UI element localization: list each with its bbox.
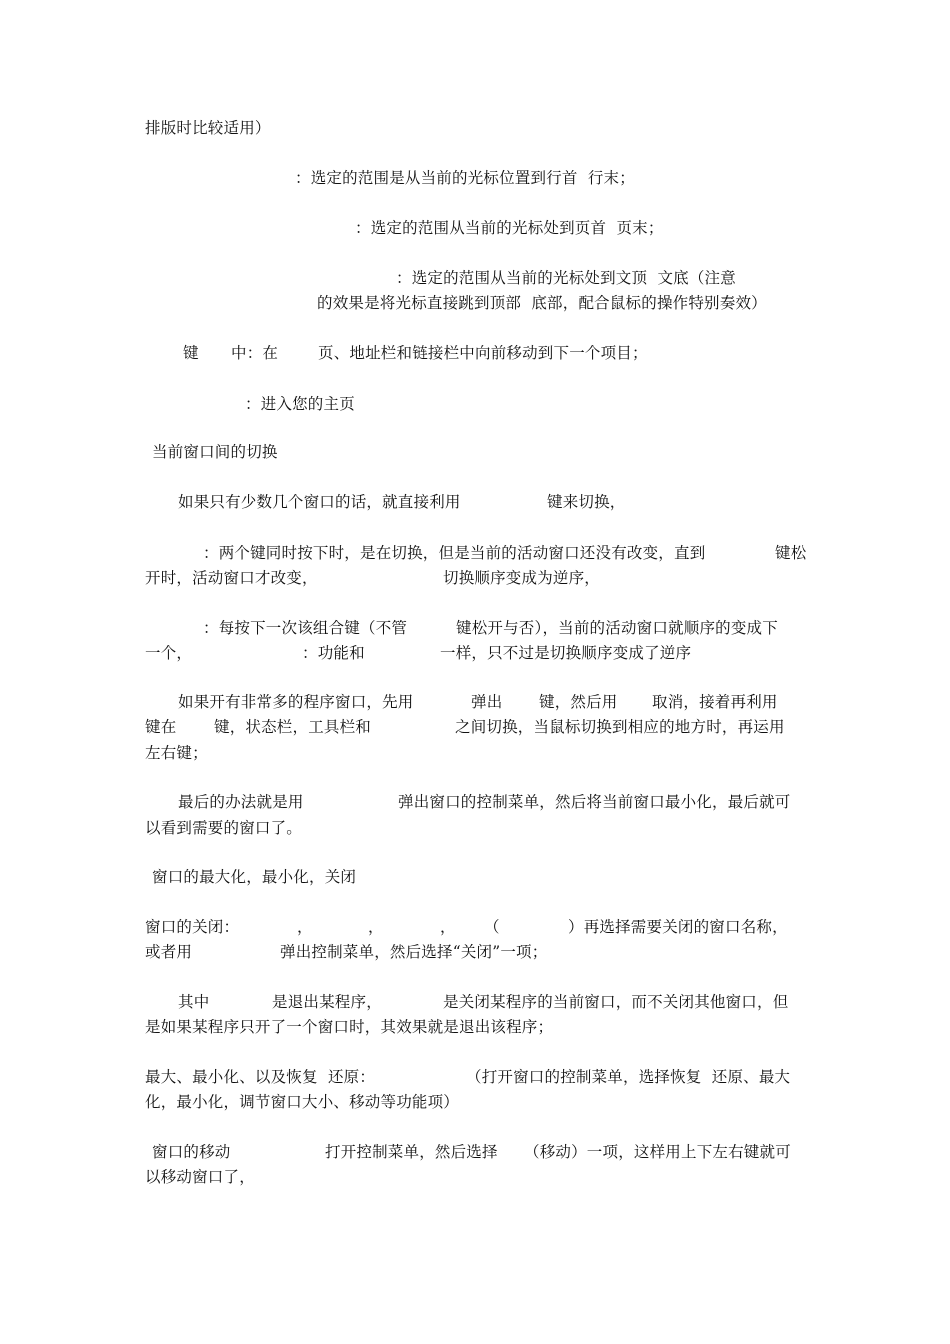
- text-line: 切换顺序变成为逆序，: [443, 569, 601, 587]
- text-line: ：进入您的主页: [245, 395, 355, 413]
- text-line: 键松开与否），当前的活动窗口就顺序的变成下: [456, 619, 778, 637]
- text-line: 化，最小化，调节窗口大小、移动等功能项）: [145, 1093, 460, 1111]
- text-line: 以移动窗口了，: [145, 1168, 255, 1186]
- text-line: 是关闭某程序的当前窗口，而不关闭其他窗口，但: [443, 993, 789, 1011]
- text-line: 如果只有少数几个窗口的话，就直接利用: [178, 493, 461, 511]
- section-heading: 当前窗口间的切换: [152, 443, 278, 461]
- text-line: ，: [440, 918, 456, 936]
- text-line: ，: [297, 918, 313, 936]
- text-line: 窗口的关闭：: [145, 918, 240, 936]
- text-line: 打开控制菜单，然后选择: [325, 1143, 498, 1161]
- text-line: 之间切换，当鼠标切换到相应的地方时，再运用: [455, 718, 785, 736]
- text-line: 其中: [178, 993, 210, 1011]
- text-line: 左右键；: [145, 744, 208, 762]
- text-line: 键在: [145, 718, 177, 736]
- text-line: （打开窗口的控制菜单，选择恢复 还原、最大: [466, 1068, 791, 1086]
- text-line: 如果开有非常多的程序窗口，先用: [178, 693, 414, 711]
- text-line: 键来切换，: [547, 493, 626, 511]
- section-heading: 窗口的最大化，最小化，关闭: [152, 868, 357, 886]
- text-line: ：选定的范围从当前的光标处到页首 页末；: [355, 219, 664, 237]
- text-line: ：选定的范围是从当前的光标位置到行首 行末；: [295, 169, 635, 187]
- text-line: 键松: [775, 544, 807, 562]
- text-line: 是如果某程序只开了一个窗口时，其效果就是退出该程序；: [145, 1018, 554, 1036]
- text-line: 键，然后用: [539, 693, 618, 711]
- text-line: 取消，接着再利用: [652, 693, 778, 711]
- text-line: 一样，只不过是切换顺序变成了逆序: [440, 644, 692, 662]
- text-line: 排版时比较适用）: [145, 119, 271, 137]
- text-line: 是退出某程序，: [272, 993, 382, 1011]
- text-line: ，: [368, 918, 384, 936]
- text-line: 最大、最小化、以及恢复 还原：: [145, 1068, 376, 1086]
- text-line: 弹出: [471, 693, 503, 711]
- text-line: 或者用: [145, 943, 193, 961]
- text-line: 键，状态栏，工具栏和: [214, 718, 372, 736]
- text-line: 以看到需要的窗口了。: [145, 819, 303, 837]
- text-line: 窗口的移动: [152, 1143, 231, 1161]
- text-line: （: [484, 918, 500, 936]
- text-line: ：功能和: [302, 644, 365, 662]
- text-line: 中：在: [231, 344, 279, 362]
- text-line: ：选定的范围从当前的光标处到文顶 文底（注意: [396, 269, 736, 287]
- text-line: 弹出窗口的控制菜单，然后将当前窗口最小化，最后就可: [398, 793, 791, 811]
- text-line: （移动）一项，这样用上下左右键就可: [524, 1143, 791, 1161]
- text-line: 最后的办法就是用: [178, 793, 304, 811]
- text-line: 页、地址栏和链接栏中向前移动到下一个项目；: [318, 344, 648, 362]
- text-line: 弹出控制菜单，然后选择“关闭”一项；: [280, 943, 548, 961]
- text-line: 键: [183, 344, 199, 362]
- text-line: ：每按下一次该组合键（不管: [203, 619, 408, 637]
- text-line: 的效果是将光标直接跳到顶部 底部，配合鼠标的操作特别奏效）: [317, 294, 767, 312]
- text-line: ：两个键同时按下时，是在切换，但是当前的活动窗口还没有改变，直到: [203, 544, 706, 562]
- text-line: 开时，活动窗口才改变，: [145, 569, 318, 587]
- text-line: ）再选择需要关闭的窗口名称，: [568, 918, 788, 936]
- text-line: 一个，: [145, 644, 193, 662]
